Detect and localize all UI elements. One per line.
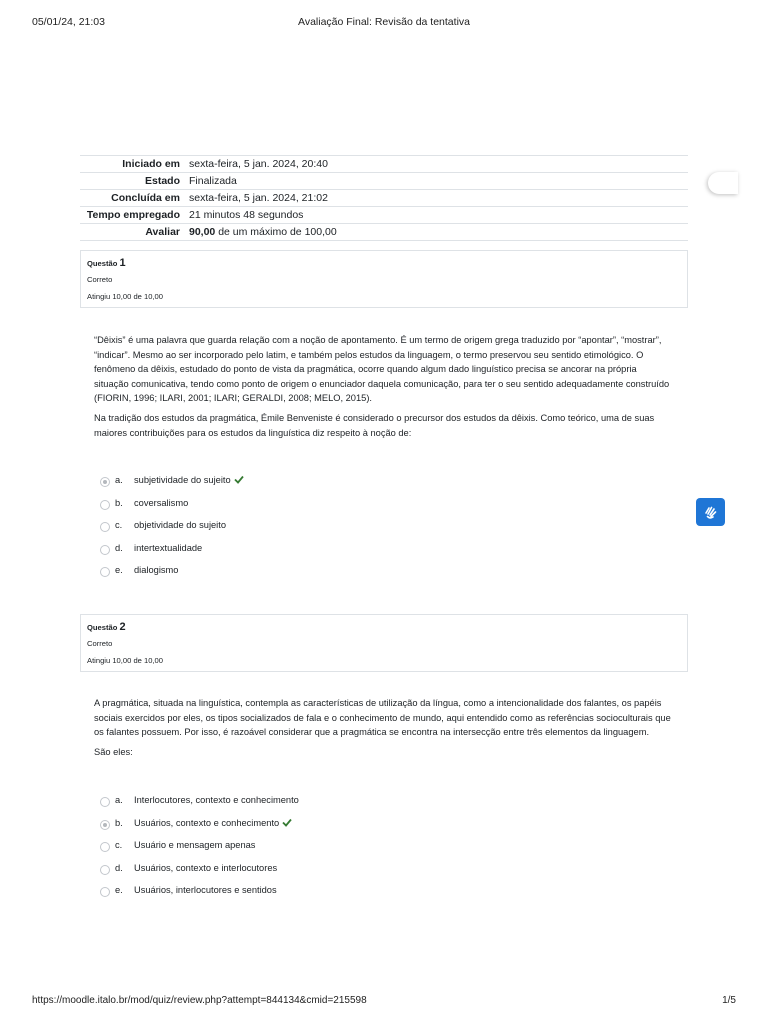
answer-option-a[interactable]: a. Interlocutores, contexto e conhecimento — [100, 795, 500, 818]
answer-option-c[interactable]: c. objetividade do sujeito — [100, 520, 500, 543]
question-2-answers — [100, 795, 500, 908]
radio-button[interactable] — [100, 500, 110, 510]
radio-selected[interactable] — [100, 477, 110, 487]
summary-row-completed — [80, 190, 688, 207]
check-icon — [234, 475, 244, 484]
hand-icon — [703, 504, 719, 520]
answer-option-c[interactable]: c. Usuário e mensagem apenas — [100, 840, 500, 863]
answer-text: intertextualidade — [134, 542, 203, 553]
answer-option-d[interactable]: d. intertextualidade — [100, 543, 500, 566]
answer-text: Usuário e mensagem apenas — [134, 840, 256, 850]
answer-text: Interlocutores, contexto e conhecimento — [134, 795, 299, 805]
radio-button[interactable] — [100, 522, 110, 532]
question-prompt: São eles: — [94, 746, 133, 757]
summary-value: sexta-feira, 5 jan. 2024, 20:40 — [189, 158, 328, 170]
print-page-number: 1/5 — [722, 995, 736, 1006]
print-page-title: Avaliação Final: Revisão da tentativa — [298, 16, 470, 28]
summary-row-grade — [80, 224, 688, 241]
summary-value — [185, 224, 688, 241]
answer-text: Usuários, contexto e interlocutores — [134, 862, 278, 873]
question-1-text — [94, 333, 672, 445]
radio-button[interactable] — [100, 865, 110, 875]
radio-button[interactable] — [100, 545, 110, 555]
question-grade: Atingiu 10,00 de 10,00 — [87, 656, 164, 665]
question-1-answers — [100, 475, 500, 588]
summary-label: Estado — [144, 175, 180, 187]
radio-button[interactable] — [100, 887, 110, 897]
answer-option-d[interactable]: d. Usuários, contexto e interlocutores — [100, 863, 500, 886]
answer-option-e[interactable]: e. dialogismo — [100, 565, 500, 588]
answer-text: Usuários, contexto e conhecimento — [134, 817, 280, 828]
radio-button[interactable] — [100, 797, 110, 807]
grade-score: 90,00 — [189, 226, 216, 238]
question-grade: Atingiu 10,00 de 10,00 — [87, 292, 164, 301]
radio-button[interactable] — [100, 842, 110, 852]
question-prompt: Na tradição dos estudos da pragmática, Émile Benveniste é considerado o precursor dos estudos da dêixis. Como teórico, uma de suas maiores contribuições para os estudos da linguística diz respeito à noção de: — [94, 412, 655, 438]
summary-label: Avaliar — [145, 226, 180, 238]
answer-option-b[interactable]: b. Usuários, contexto e conhecimento — [100, 818, 500, 841]
sign-language-icon[interactable] — [696, 498, 725, 526]
print-footer — [32, 995, 736, 1009]
answer-option-e[interactable]: e. Usuários, interlocutores e sentidos — [100, 885, 500, 908]
print-url: https://moodle.italo.br/mod/quiz/review.php?attempt=844134&cmid=215598 — [32, 995, 367, 1006]
answer-text: subjetividade do sujeito — [134, 475, 231, 485]
summary-value: Finalizada — [189, 175, 237, 187]
question-number: Questão 2 — [87, 621, 126, 633]
summary-row-started — [80, 156, 688, 173]
summary-value: sexta-feira, 5 jan. 2024, 21:02 — [189, 192, 328, 204]
answer-text: Usuários, interlocutores e sentidos — [134, 885, 277, 895]
question-paragraph: “Dêixis” é uma palavra que guarda relação com a noção de apontamento. É um termo de origem grega traduzido por “apontar”, “mostrar”, “indicar”. Mesmo ao ser incorporado pelo latim, e também pelos estudos da linguagem, o termo preservou seu sentido etimológico. O fenômeno da dêixis, estudado do ponto de vista da pragmática, ocorre quando algum dado linguístico precisa se ancorar na própria situação comunicativa, tendo como ponto de origem o enunciador daquela comunicação, para ter o seu sentido adequadamente construído (FIORIN, 1996; ILARI, 2001; ILARI; GERALDI, 2008; MELO, 2015). — [94, 335, 670, 404]
question-paragraph: A pragmática, situada na linguística, contempla as características de utilização da língua, como a intencionalidade dos falantes, os papéis sociais exercidos por eles, os tipos socializados de fala e o conhecimento de mundo, aqui entendido como as referências socioculturais que os falantes possuem. Por isso, é razoável considerar que a pragmática se encontra na intersecção entre três elementos da linguagem. — [94, 698, 671, 738]
summary-value: 21 minutos 48 segundos — [189, 209, 304, 221]
check-icon — [282, 818, 292, 827]
answer-text: coversalismo — [134, 497, 189, 508]
summary-row-state — [80, 173, 688, 190]
print-header — [32, 16, 736, 30]
question-2-info — [80, 614, 688, 672]
summary-row-time-taken — [80, 207, 688, 224]
answer-text: objetividade do sujeito — [134, 520, 227, 530]
attempt-summary-table — [80, 155, 688, 241]
question-2-text — [94, 696, 672, 764]
question-number: Questão 1 — [87, 257, 126, 269]
answer-option-a[interactable]: a. subjetividade do sujeito — [100, 475, 500, 498]
answer-option-b[interactable]: b. coversalismo — [100, 498, 500, 521]
print-datetime: 05/01/24, 21:03 — [32, 16, 105, 28]
question-state: Correto — [87, 639, 113, 648]
grade-max: de um máximo de 100,00 — [215, 226, 337, 238]
summary-label: Concluída em — [111, 192, 180, 204]
question-state: Correto — [87, 275, 113, 284]
summary-label: Iniciado em — [122, 158, 180, 170]
summary-label: Tempo empregado — [86, 209, 180, 221]
radio-selected[interactable] — [100, 820, 110, 830]
answer-text: dialogismo — [134, 565, 179, 575]
question-1-info — [80, 250, 688, 308]
radio-button[interactable] — [100, 567, 110, 577]
drawer-toggle-icon[interactable] — [708, 172, 738, 194]
